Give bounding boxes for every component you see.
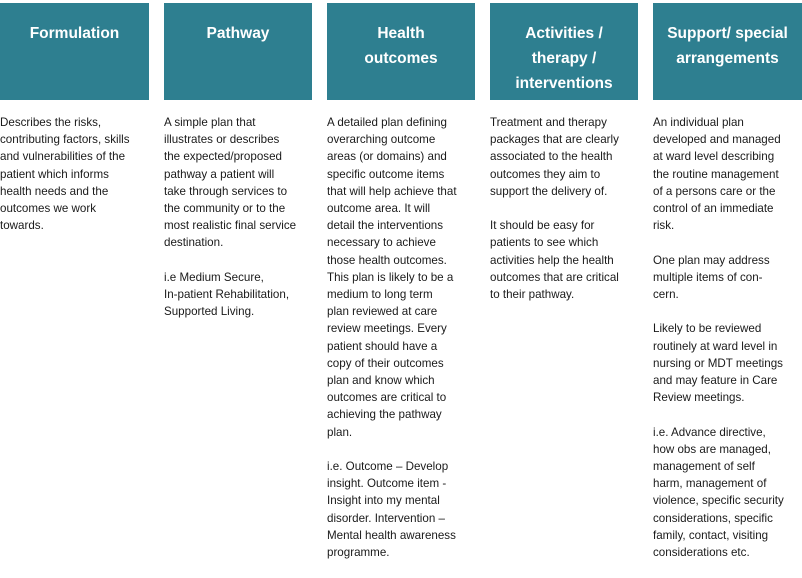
text-line: patient which informs — [0, 167, 109, 181]
column-pathway — [164, 3, 312, 338]
text-line: medium to long term — [327, 288, 433, 302]
column-support — [653, 3, 802, 578]
activities-description — [490, 114, 638, 303]
text-line: take through services to — [164, 184, 288, 198]
text-line: disorder. Intervention – — [327, 511, 445, 525]
text-line: that will help achieve that — [327, 184, 457, 198]
text-line: and vulnerabilities of the — [0, 150, 126, 164]
paragraph — [490, 114, 636, 200]
health-outcomes-header — [327, 3, 475, 100]
text-line: In-patient Rehabilitation, — [164, 288, 290, 302]
text-line: overarching outcome — [327, 133, 436, 147]
text-line: plan and know which — [327, 374, 435, 388]
text-line: Describes the risks, — [0, 116, 102, 129]
header-line: Support/ special — [667, 25, 788, 42]
text-line: those health outcomes. — [327, 253, 447, 267]
text-line: packages that are clearly — [490, 133, 619, 147]
text-line: nursing or MDT meetings — [653, 356, 783, 370]
text-line: Review meetings. — [653, 391, 745, 405]
text-line: to their pathway. — [490, 288, 575, 302]
text-line: pathway a patient will — [164, 167, 275, 181]
text-line: the community or to the — [164, 202, 286, 216]
text-line: contributing factors, skills — [0, 133, 130, 147]
text-line: how obs are managed, — [653, 442, 771, 456]
pathway-description — [164, 114, 312, 320]
paragraph — [164, 114, 310, 252]
header-line: Health — [377, 25, 425, 42]
text-line: An individual plan — [653, 116, 744, 129]
text-line: i.e. Outcome – Develop — [327, 460, 449, 474]
text-line: specific outcome items — [327, 167, 445, 181]
text-line: achieving the pathway — [327, 408, 442, 422]
text-line: routinely at ward level in — [653, 339, 778, 353]
column-health-outcomes — [327, 3, 475, 578]
text-line: A simple plan that — [164, 116, 256, 129]
text-line: Mental health awareness — [327, 528, 456, 542]
column-activities — [490, 3, 638, 320]
text-line: the expected/proposed — [164, 150, 282, 164]
text-line: towards. — [0, 219, 44, 233]
pathway-header — [164, 3, 312, 100]
text-line: This plan is likely to be a — [327, 270, 454, 284]
text-line: A detailed plan defining — [327, 116, 447, 129]
header-line: outcomes — [364, 50, 438, 67]
header-line: Activities / — [525, 25, 603, 42]
text-line: outcomes they aim to — [490, 167, 601, 181]
text-line: patients to see which — [490, 236, 599, 250]
text-line: activities help the health — [490, 253, 614, 267]
text-line: Likely to be reviewed — [653, 322, 762, 336]
text-line: violence, specific security — [653, 494, 784, 508]
text-line: One plan may address — [653, 253, 770, 267]
header-line: Formulation — [29, 25, 120, 42]
text-line: health needs and the — [0, 184, 109, 198]
paragraph — [164, 269, 310, 321]
text-line: plan. — [327, 425, 353, 439]
paragraph — [653, 320, 800, 406]
text-line: review meetings. Every — [327, 322, 447, 336]
text-line: control of an immediate — [653, 202, 774, 216]
paragraph — [653, 114, 800, 234]
text-line: areas (or domains) and — [327, 150, 447, 164]
text-line: illustrates or describes — [164, 133, 280, 147]
text-line: of a persons care or the — [653, 184, 776, 198]
text-line: harm, management of — [653, 477, 767, 491]
header-line: therapy / — [531, 50, 597, 67]
text-line: family, contact, visiting — [653, 528, 769, 542]
text-line: at ward level describing — [653, 150, 775, 164]
text-line: and may feature in Care — [653, 374, 778, 388]
text-line: outcomes that are critical — [490, 270, 619, 284]
paragraph — [653, 252, 800, 304]
text-line: considerations etc. — [653, 546, 750, 560]
health-outcomes-description — [327, 114, 475, 561]
text-line: risk. — [653, 219, 675, 233]
paragraph — [653, 424, 800, 562]
header-line: interventions — [515, 75, 613, 92]
text-line: the routine management — [653, 167, 779, 181]
text-line: most realistic final service — [164, 219, 297, 233]
text-line: outcomes are critical to — [327, 391, 447, 405]
text-line: outcome area. It will — [327, 202, 431, 216]
header-line: arrangements — [676, 50, 779, 67]
column-formulation — [0, 3, 149, 252]
paragraph — [327, 458, 473, 561]
text-line: destination. — [164, 236, 224, 250]
text-line: i.e. Advance directive, — [653, 425, 766, 439]
text-line: multiple items of con- — [653, 270, 763, 284]
text-line: It should be easy for — [490, 219, 595, 233]
text-line: detail the interventions — [327, 219, 444, 233]
text-line: i.e Medium Secure, — [164, 270, 264, 284]
text-line: Treatment and therapy — [490, 116, 607, 129]
text-line: plan reviewed at care — [327, 305, 438, 319]
text-line: Supported Living. — [164, 305, 255, 319]
text-line: patient should have a — [327, 339, 438, 353]
paragraph — [490, 217, 636, 303]
support-description — [653, 114, 802, 561]
text-line: considerations, specific — [653, 511, 773, 525]
paragraph — [0, 114, 147, 234]
text-line: insight. Outcome item - — [327, 477, 447, 491]
text-line: support the delivery of. — [490, 184, 608, 198]
text-line: copy of their outcomes — [327, 356, 444, 370]
text-line: outcomes we work — [0, 202, 97, 216]
formulation-header — [0, 3, 149, 100]
formulation-description — [0, 114, 149, 234]
support-header — [653, 3, 802, 100]
paragraph — [327, 114, 473, 441]
text-line: Insight into my mental — [327, 494, 440, 508]
text-line: developed and managed — [653, 133, 781, 147]
text-line: necessary to achieve — [327, 236, 436, 250]
header-line: Pathway — [206, 25, 270, 42]
text-line: management of self — [653, 460, 755, 474]
activities-header — [490, 3, 638, 100]
text-line: associated to the health — [490, 150, 613, 164]
text-line: cern. — [653, 288, 679, 302]
text-line: programme. — [327, 546, 390, 560]
